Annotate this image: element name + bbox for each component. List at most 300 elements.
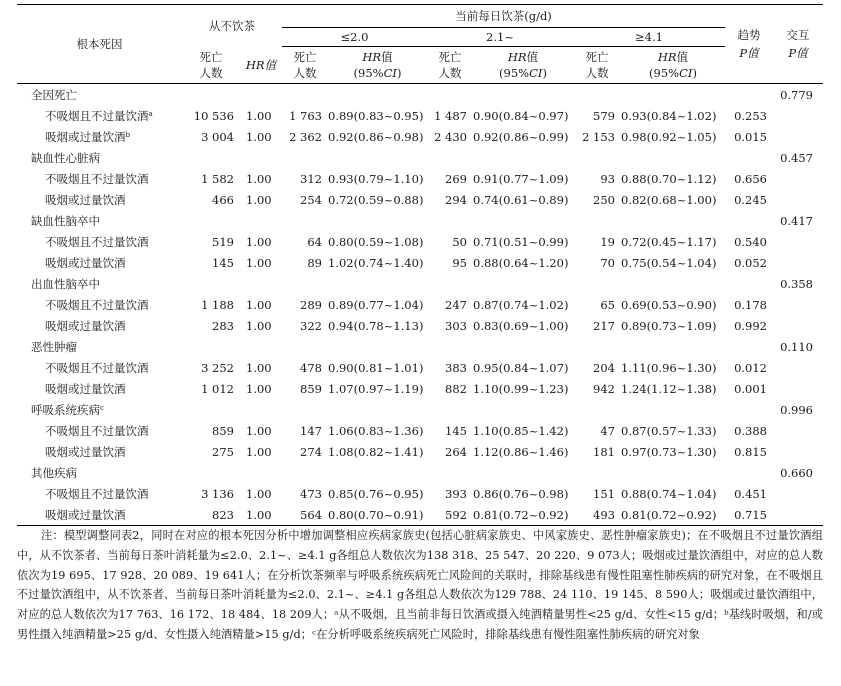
row-label-text: 不吸烟且不过量饮酒 bbox=[45, 235, 149, 249]
never-deaths: 3 252 bbox=[201, 361, 234, 375]
empty-cell bbox=[573, 336, 621, 358]
never-hr: 1.00 bbox=[246, 192, 272, 207]
level3-deaths: 70 bbox=[600, 255, 615, 270]
empty-cell bbox=[773, 316, 823, 337]
empty-cell bbox=[773, 358, 823, 379]
empty-cell bbox=[773, 106, 823, 127]
empty-cell bbox=[328, 210, 427, 232]
level3-deaths: 217 bbox=[593, 318, 615, 333]
level1-deaths: 564 bbox=[282, 505, 328, 526]
ci-open-label: (95% bbox=[499, 66, 530, 80]
level3-hr: 0.81(0.72~0.92) bbox=[621, 505, 725, 526]
persons-label: 人数 bbox=[585, 66, 609, 80]
level2-deaths: 50 bbox=[452, 235, 467, 249]
level2-deaths: 247 bbox=[445, 298, 467, 312]
never-hr: 1.00 bbox=[246, 424, 272, 438]
trend-p-value: 0.388 bbox=[734, 424, 768, 438]
never-hr: 1.00 bbox=[246, 172, 272, 186]
empty-cell bbox=[621, 273, 725, 295]
level2-hr: 0.87(0.74~1.02) bbox=[473, 298, 569, 312]
row-label bbox=[17, 127, 182, 148]
empty-cell bbox=[773, 127, 823, 148]
level2-deaths: 145 bbox=[445, 424, 467, 438]
empty-cell bbox=[773, 505, 823, 526]
never-hr: 1.00 bbox=[240, 505, 282, 526]
level2-hr: 0.95(0.84~1.07) bbox=[473, 361, 569, 375]
deaths-label: 死亡 bbox=[438, 50, 462, 64]
empty-cell bbox=[621, 462, 725, 484]
interaction-p-value: 0.779 bbox=[780, 87, 814, 102]
level2-deaths: 882 bbox=[445, 381, 467, 396]
ci-label: CI bbox=[529, 66, 543, 80]
level3-hr: 0.75(0.54~1.04) bbox=[621, 255, 717, 270]
level3-deaths: 250 bbox=[593, 192, 615, 207]
level2-deaths: 592 bbox=[427, 505, 473, 526]
hr-label: HR bbox=[362, 50, 382, 64]
level3-deaths: 493 bbox=[573, 505, 621, 526]
col-header-level-2: 2.1~ bbox=[427, 28, 573, 47]
empty-cell bbox=[328, 84, 427, 107]
level3-deaths: 942 bbox=[593, 381, 615, 396]
empty-cell bbox=[573, 84, 621, 107]
level1-hr: 0.90(0.81~1.01) bbox=[328, 361, 424, 375]
level2-hr: 0.81(0.72~0.92) bbox=[473, 505, 573, 526]
empty-cell bbox=[725, 273, 773, 295]
ci-open-label: (95% bbox=[353, 66, 384, 80]
level2-hr: 0.88(0.64~1.20) bbox=[473, 255, 569, 270]
level1-deaths: 473 bbox=[300, 487, 322, 501]
level1-deaths: 859 bbox=[300, 381, 322, 396]
empty-cell bbox=[573, 399, 621, 421]
empty-cell bbox=[182, 210, 240, 232]
level1-deaths: 312 bbox=[300, 172, 322, 186]
trend-p-value: 0.001 bbox=[734, 381, 768, 396]
never-deaths: 466 bbox=[212, 192, 234, 207]
level1-hr: 1.08(0.82~1.41) bbox=[328, 444, 424, 459]
level1-deaths: 322 bbox=[300, 318, 322, 333]
empty-cell bbox=[427, 147, 473, 169]
empty-cell bbox=[240, 399, 282, 421]
level2-deaths: 393 bbox=[445, 487, 467, 501]
level2-hr: 0.91(0.77~1.09) bbox=[473, 172, 569, 186]
empty-cell bbox=[282, 273, 328, 295]
level1-hr: 0.94(0.78~1.13) bbox=[328, 318, 424, 333]
row-label-text: 吸烟或过量饮酒 bbox=[45, 507, 126, 522]
ci-close-label: ) bbox=[396, 66, 402, 80]
empty-cell bbox=[473, 462, 573, 484]
empty-cell bbox=[573, 210, 621, 232]
empty-cell bbox=[621, 336, 725, 358]
level3-deaths: 2 153 bbox=[582, 129, 615, 144]
level2-hr: 1.10(0.99~1.23) bbox=[473, 381, 569, 396]
level3-deaths: 181 bbox=[593, 444, 615, 459]
empty-cell bbox=[621, 399, 725, 421]
empty-cell bbox=[773, 379, 823, 400]
never-hr: 1.00 bbox=[246, 381, 272, 396]
never-deaths: 519 bbox=[212, 235, 234, 249]
level3-deaths: 579 bbox=[593, 109, 615, 123]
row-label bbox=[17, 295, 182, 316]
empty-cell bbox=[328, 462, 427, 484]
level2-hr: 0.86(0.76~0.98) bbox=[473, 487, 569, 501]
trend-p-value: 0.815 bbox=[734, 444, 768, 459]
level3-hr: 1.11(0.96~1.30) bbox=[621, 361, 717, 375]
empty-cell bbox=[473, 273, 573, 295]
row-label bbox=[17, 316, 182, 337]
table-row bbox=[17, 316, 823, 337]
level1-deaths: 254 bbox=[300, 192, 322, 207]
empty-cell bbox=[473, 399, 573, 421]
empty-cell bbox=[427, 336, 473, 358]
trend-p-value: 0.656 bbox=[734, 172, 768, 186]
level2-hr: 1.12(0.86~1.46) bbox=[473, 444, 569, 459]
level3-hr: 0.72(0.45~1.17) bbox=[621, 235, 717, 249]
level3-hr: 0.82(0.68~1.00) bbox=[621, 192, 717, 207]
empty-cell bbox=[773, 442, 823, 463]
level2-deaths: 294 bbox=[445, 192, 467, 207]
never-deaths: 10 536 bbox=[193, 109, 234, 123]
cause-name-text: 恶性肿瘤 bbox=[31, 339, 77, 354]
empty-cell bbox=[240, 84, 282, 107]
ci-close-label: ) bbox=[692, 66, 697, 80]
empty-cell bbox=[328, 336, 427, 358]
never-hr: 1.00 bbox=[246, 444, 272, 459]
level1-hr: 0.93(0.79~1.10) bbox=[328, 172, 424, 186]
row-label-text: 吸烟或过量饮酒 bbox=[45, 318, 126, 333]
level3-deaths: 65 bbox=[600, 298, 615, 312]
col-header-level-1: ≤2.0 bbox=[282, 28, 427, 47]
empty-cell bbox=[182, 273, 240, 295]
table-row bbox=[17, 127, 823, 148]
empty-cell bbox=[725, 210, 773, 232]
level2-hr: 0.90(0.84~0.97) bbox=[473, 109, 569, 123]
trend-p-value: 0.015 bbox=[734, 129, 768, 144]
col-header-hr-ci bbox=[328, 47, 427, 84]
ci-label: CI bbox=[679, 66, 693, 80]
level2-deaths: 383 bbox=[445, 361, 467, 375]
never-hr: 1.00 bbox=[246, 255, 272, 270]
table-row bbox=[17, 253, 823, 274]
empty-cell bbox=[621, 210, 725, 232]
col-header-current: 当前每日饮茶(g/d) bbox=[282, 5, 725, 28]
empty-cell bbox=[182, 147, 240, 169]
empty-cell bbox=[282, 336, 328, 358]
deaths-label: 死亡 bbox=[585, 50, 609, 64]
trend-p-value: 0.992 bbox=[734, 318, 768, 333]
footnote-mark: b bbox=[125, 130, 130, 139]
row-label-text: 不吸烟且不过量饮酒 bbox=[45, 424, 149, 438]
cause-name-text: 缺血性心脏病 bbox=[31, 150, 100, 165]
empty-cell bbox=[573, 147, 621, 169]
col-header-cause: 根本死因 bbox=[17, 5, 182, 84]
footnote-mark: c bbox=[100, 403, 104, 412]
col-header-trend-p: 趋势 P值 bbox=[725, 5, 773, 84]
table-row bbox=[17, 169, 823, 190]
level2-deaths: 269 bbox=[445, 172, 467, 186]
row-label bbox=[17, 169, 182, 190]
cause-name bbox=[17, 147, 182, 169]
level1-hr: 0.72(0.59~0.88) bbox=[328, 192, 424, 207]
interaction-p-value: 0.660 bbox=[780, 465, 814, 480]
never-deaths: 145 bbox=[212, 255, 234, 270]
empty-cell bbox=[282, 147, 328, 169]
row-label bbox=[17, 253, 182, 274]
level3-hr: 0.87(0.57~1.33) bbox=[621, 424, 717, 438]
table-footnote: 注：模型调整同表2，同时在对应的根本死因分析中增加调整相应疾病家族史(包括心脏病家族史、中风家族史、恶性肿瘤家族史)；在不吸烟且不过量饮酒组中，从不饮茶者、当前每日茶叶消耗量为≤2.0、2.1~、≥4.1 g各组总人数依次为138 318、25 547、20 220、9 073人；吸烟或过量饮酒组中，对应的总人数依次为19 695、17 928、20 089、19 641人；在分析饮茶频率与呼吸系统疾病死亡风险间的关联时，排除基线患有慢性阻塞性肺疾病的研究对象，在不吸烟且不过量饮酒组中，从不饮茶者、当前每日茶叶消耗量为≤2.0、2.1~、≥4.1 g各组总人数依次为129 788、24 110、19 145、8 590人；吸烟或过量饮酒组中，对应的总人数依次为17 763、16 172、18 484、18 209人；ᵃ从不吸烟，且当前非每日饮酒或摄入纯酒精量男性<25 g/d、女性<15 g/d；ᵇ基线时吸烟，和/或男性摄入纯酒精量>25 g/d、女性摄入纯酒精量>15 g/d；ᶜ在分析呼吸系统疾病死亡风险时，排除基线患有慢性阻塞性肺疾病的研究对象 bbox=[17, 529, 823, 641]
empty-cell bbox=[182, 336, 240, 358]
never-deaths: 1 582 bbox=[201, 172, 234, 186]
level1-hr: 0.85(0.76~0.95) bbox=[328, 487, 424, 501]
level1-deaths: 64 bbox=[307, 235, 322, 249]
empty-cell bbox=[573, 273, 621, 295]
interaction-p-value: 0.417 bbox=[780, 213, 814, 228]
level1-hr: 1.07(0.97~1.19) bbox=[328, 381, 424, 396]
col-header-deaths bbox=[182, 47, 240, 84]
empty-cell bbox=[427, 273, 473, 295]
never-deaths: 3 136 bbox=[201, 487, 234, 501]
row-label-text: 吸烟或过量饮酒 bbox=[45, 444, 126, 459]
never-deaths: 3 004 bbox=[201, 129, 234, 144]
row-label bbox=[17, 505, 182, 526]
level1-hr: 0.80(0.59~1.08) bbox=[328, 235, 424, 249]
empty-cell bbox=[282, 84, 328, 107]
level1-hr: 1.06(0.83~1.36) bbox=[328, 424, 424, 438]
row-label-text: 不吸烟且不过量饮酒 bbox=[45, 487, 149, 501]
table-row bbox=[17, 190, 823, 211]
empty-cell bbox=[240, 210, 282, 232]
level2-deaths: 264 bbox=[445, 444, 467, 459]
hr-value-label: 值 bbox=[676, 50, 689, 64]
row-label bbox=[17, 442, 182, 463]
persons-label: 人数 bbox=[199, 65, 223, 80]
empty-cell bbox=[282, 399, 328, 421]
level1-deaths: 2 362 bbox=[289, 129, 322, 144]
persons-label: 人数 bbox=[293, 66, 317, 80]
never-deaths: 275 bbox=[212, 444, 234, 459]
level3-hr: 0.97(0.73~1.30) bbox=[621, 444, 717, 459]
empty-cell bbox=[473, 147, 573, 169]
level3-hr: 0.93(0.84~1.02) bbox=[621, 109, 717, 123]
empty-cell bbox=[240, 273, 282, 295]
empty-cell bbox=[427, 84, 473, 107]
row-label-text: 吸烟或过量饮酒 bbox=[45, 255, 126, 270]
row-label bbox=[17, 232, 182, 253]
table-row bbox=[17, 232, 823, 253]
level1-deaths: 89 bbox=[307, 255, 322, 270]
never-hr: 1.00 bbox=[246, 318, 272, 333]
cause-row bbox=[17, 273, 823, 295]
empty-cell bbox=[725, 147, 773, 169]
level3-hr: 1.24(1.12~1.38) bbox=[621, 381, 717, 396]
ci-open-label: (95% bbox=[649, 66, 680, 80]
col-header-never: 从不饮茶 bbox=[182, 5, 282, 47]
col-header-hr-ci bbox=[621, 47, 725, 84]
row-label bbox=[17, 379, 182, 400]
table-row bbox=[17, 379, 823, 400]
level2-hr: 0.83(0.69~1.00) bbox=[473, 318, 569, 333]
level1-deaths: 1 763 bbox=[289, 109, 322, 123]
never-hr: 1.00 bbox=[246, 487, 272, 501]
footnote-mark: a bbox=[148, 110, 153, 118]
table-row bbox=[17, 295, 823, 316]
level3-deaths: 19 bbox=[600, 235, 615, 249]
hr-label: HR值 bbox=[245, 57, 277, 72]
empty-cell bbox=[773, 484, 823, 505]
never-deaths: 859 bbox=[212, 424, 234, 438]
never-hr: 1.00 bbox=[246, 109, 272, 123]
level2-hr: 0.74(0.61~0.89) bbox=[473, 192, 569, 207]
cause-row bbox=[17, 84, 823, 107]
col-header-deaths bbox=[573, 47, 621, 84]
empty-cell bbox=[427, 399, 473, 421]
persons-label: 人数 bbox=[438, 66, 462, 80]
cause-row bbox=[17, 210, 823, 232]
level2-hr: 1.10(0.85~1.42) bbox=[473, 424, 569, 438]
cause-name bbox=[17, 336, 182, 358]
col-header-hr bbox=[240, 47, 282, 84]
level1-hr: 0.89(0.83~0.95) bbox=[328, 109, 424, 123]
cause-name bbox=[17, 273, 182, 295]
col-header-deaths bbox=[282, 47, 328, 84]
deaths-label: 死亡 bbox=[293, 50, 317, 64]
row-label bbox=[17, 484, 182, 505]
cause-row bbox=[17, 399, 823, 421]
empty-cell bbox=[773, 169, 823, 190]
trend-p-value: 0.178 bbox=[734, 298, 768, 312]
cause-name bbox=[17, 84, 182, 107]
row-label-text: 不吸烟且不过量饮酒 bbox=[45, 361, 149, 375]
level2-deaths: 2 430 bbox=[434, 129, 467, 144]
level1-hr: 1.02(0.74~1.40) bbox=[328, 255, 424, 270]
never-hr: 1.00 bbox=[246, 361, 272, 375]
empty-cell bbox=[427, 462, 473, 484]
empty-cell bbox=[621, 147, 725, 169]
row-label-text: 不吸烟且不过量饮酒 bbox=[45, 109, 149, 123]
interaction-p-value: 0.110 bbox=[780, 339, 814, 354]
level3-hr: 0.88(0.70~1.12) bbox=[621, 172, 717, 186]
empty-cell bbox=[773, 232, 823, 253]
empty-cell bbox=[240, 462, 282, 484]
cause-name-text: 其他疾病 bbox=[31, 465, 77, 480]
level2-deaths: 95 bbox=[452, 255, 467, 270]
cause-name bbox=[17, 399, 182, 421]
empty-cell bbox=[282, 210, 328, 232]
col-header-deaths bbox=[427, 47, 473, 84]
row-label-text: 不吸烟且不过量饮酒 bbox=[45, 172, 149, 186]
level2-deaths: 303 bbox=[445, 318, 467, 333]
empty-cell bbox=[725, 336, 773, 358]
empty-cell bbox=[473, 84, 573, 107]
cause-name bbox=[17, 210, 182, 232]
empty-cell bbox=[725, 399, 773, 421]
ci-label: CI bbox=[383, 66, 397, 80]
hr-label: HR bbox=[657, 50, 677, 64]
table-body bbox=[17, 84, 823, 526]
level1-deaths: 289 bbox=[300, 298, 322, 312]
table-row bbox=[17, 421, 823, 442]
level3-deaths: 93 bbox=[600, 172, 615, 186]
level3-deaths: 47 bbox=[600, 424, 615, 438]
row-label bbox=[17, 190, 182, 211]
empty-cell bbox=[473, 210, 573, 232]
deaths-label: 死亡 bbox=[199, 49, 223, 64]
empty-cell bbox=[328, 273, 427, 295]
cause-row bbox=[17, 336, 823, 358]
hr-value-label: 值 bbox=[526, 50, 539, 64]
trend-p-value: 0.715 bbox=[725, 505, 773, 526]
ci-close-label: ) bbox=[542, 66, 547, 80]
interaction-p-value: 0.996 bbox=[780, 402, 814, 417]
table-row bbox=[17, 358, 823, 379]
row-label-text: 不吸烟且不过量饮酒 bbox=[45, 298, 149, 312]
level1-deaths: 478 bbox=[300, 361, 322, 375]
level2-hr: 0.92(0.86~0.99) bbox=[473, 129, 569, 144]
level3-deaths: 204 bbox=[593, 361, 615, 375]
empty-cell bbox=[282, 462, 328, 484]
never-deaths: 1 188 bbox=[201, 298, 234, 312]
interaction-p-value: 0.358 bbox=[780, 276, 814, 291]
level1-hr: 0.89(0.77~1.04) bbox=[328, 298, 424, 312]
empty-cell bbox=[473, 336, 573, 358]
level1-hr: 0.92(0.86~0.98) bbox=[328, 129, 424, 144]
level3-deaths: 151 bbox=[593, 487, 615, 501]
cause-row bbox=[17, 147, 823, 169]
level3-hr: 0.69(0.53~0.90) bbox=[621, 298, 717, 312]
hr-value-label: 值 bbox=[381, 50, 393, 64]
hr-label: HR bbox=[507, 50, 527, 64]
results-table bbox=[17, 4, 823, 526]
empty-cell bbox=[773, 253, 823, 274]
empty-cell bbox=[240, 336, 282, 358]
col-header-level-3: ≥4.1 bbox=[573, 28, 725, 47]
col-header-interaction-p: 交互 P值 bbox=[773, 5, 823, 84]
level3-hr: 0.98(0.92~1.05) bbox=[621, 129, 717, 144]
level1-deaths: 274 bbox=[300, 444, 322, 459]
trend-p-value: 0.540 bbox=[734, 235, 768, 249]
empty-cell bbox=[182, 462, 240, 484]
never-deaths: 283 bbox=[212, 318, 234, 333]
level2-hr: 0.71(0.51~0.99) bbox=[473, 235, 569, 249]
level3-hr: 0.89(0.73~1.09) bbox=[621, 318, 717, 333]
row-label bbox=[17, 106, 182, 127]
empty-cell bbox=[328, 399, 427, 421]
trend-p-value: 0.245 bbox=[734, 192, 768, 207]
empty-cell bbox=[725, 84, 773, 107]
empty-cell bbox=[182, 84, 240, 107]
trend-p-value: 0.012 bbox=[734, 361, 768, 375]
row-label-text: 吸烟或过量饮酒 bbox=[45, 129, 126, 144]
never-hr: 1.00 bbox=[246, 129, 272, 144]
empty-cell bbox=[240, 147, 282, 169]
empty-cell bbox=[328, 147, 427, 169]
empty-cell bbox=[182, 399, 240, 421]
row-label-text: 吸烟或过量饮酒 bbox=[45, 381, 126, 396]
level3-hr: 0.88(0.74~1.04) bbox=[621, 487, 717, 501]
empty-cell bbox=[725, 462, 773, 484]
table-row bbox=[17, 106, 823, 127]
trend-p-value: 0.451 bbox=[734, 487, 768, 501]
empty-cell bbox=[773, 295, 823, 316]
level1-hr: 0.80(0.70~0.91) bbox=[328, 505, 427, 526]
never-deaths: 1 012 bbox=[201, 381, 234, 396]
empty-cell bbox=[773, 190, 823, 211]
cause-name-text: 全因死亡 bbox=[31, 87, 77, 102]
trend-p-value: 0.253 bbox=[734, 109, 768, 123]
never-deaths: 823 bbox=[182, 505, 240, 526]
table-row bbox=[17, 484, 823, 505]
trend-p-value: 0.052 bbox=[734, 255, 768, 270]
table-row bbox=[17, 505, 823, 526]
